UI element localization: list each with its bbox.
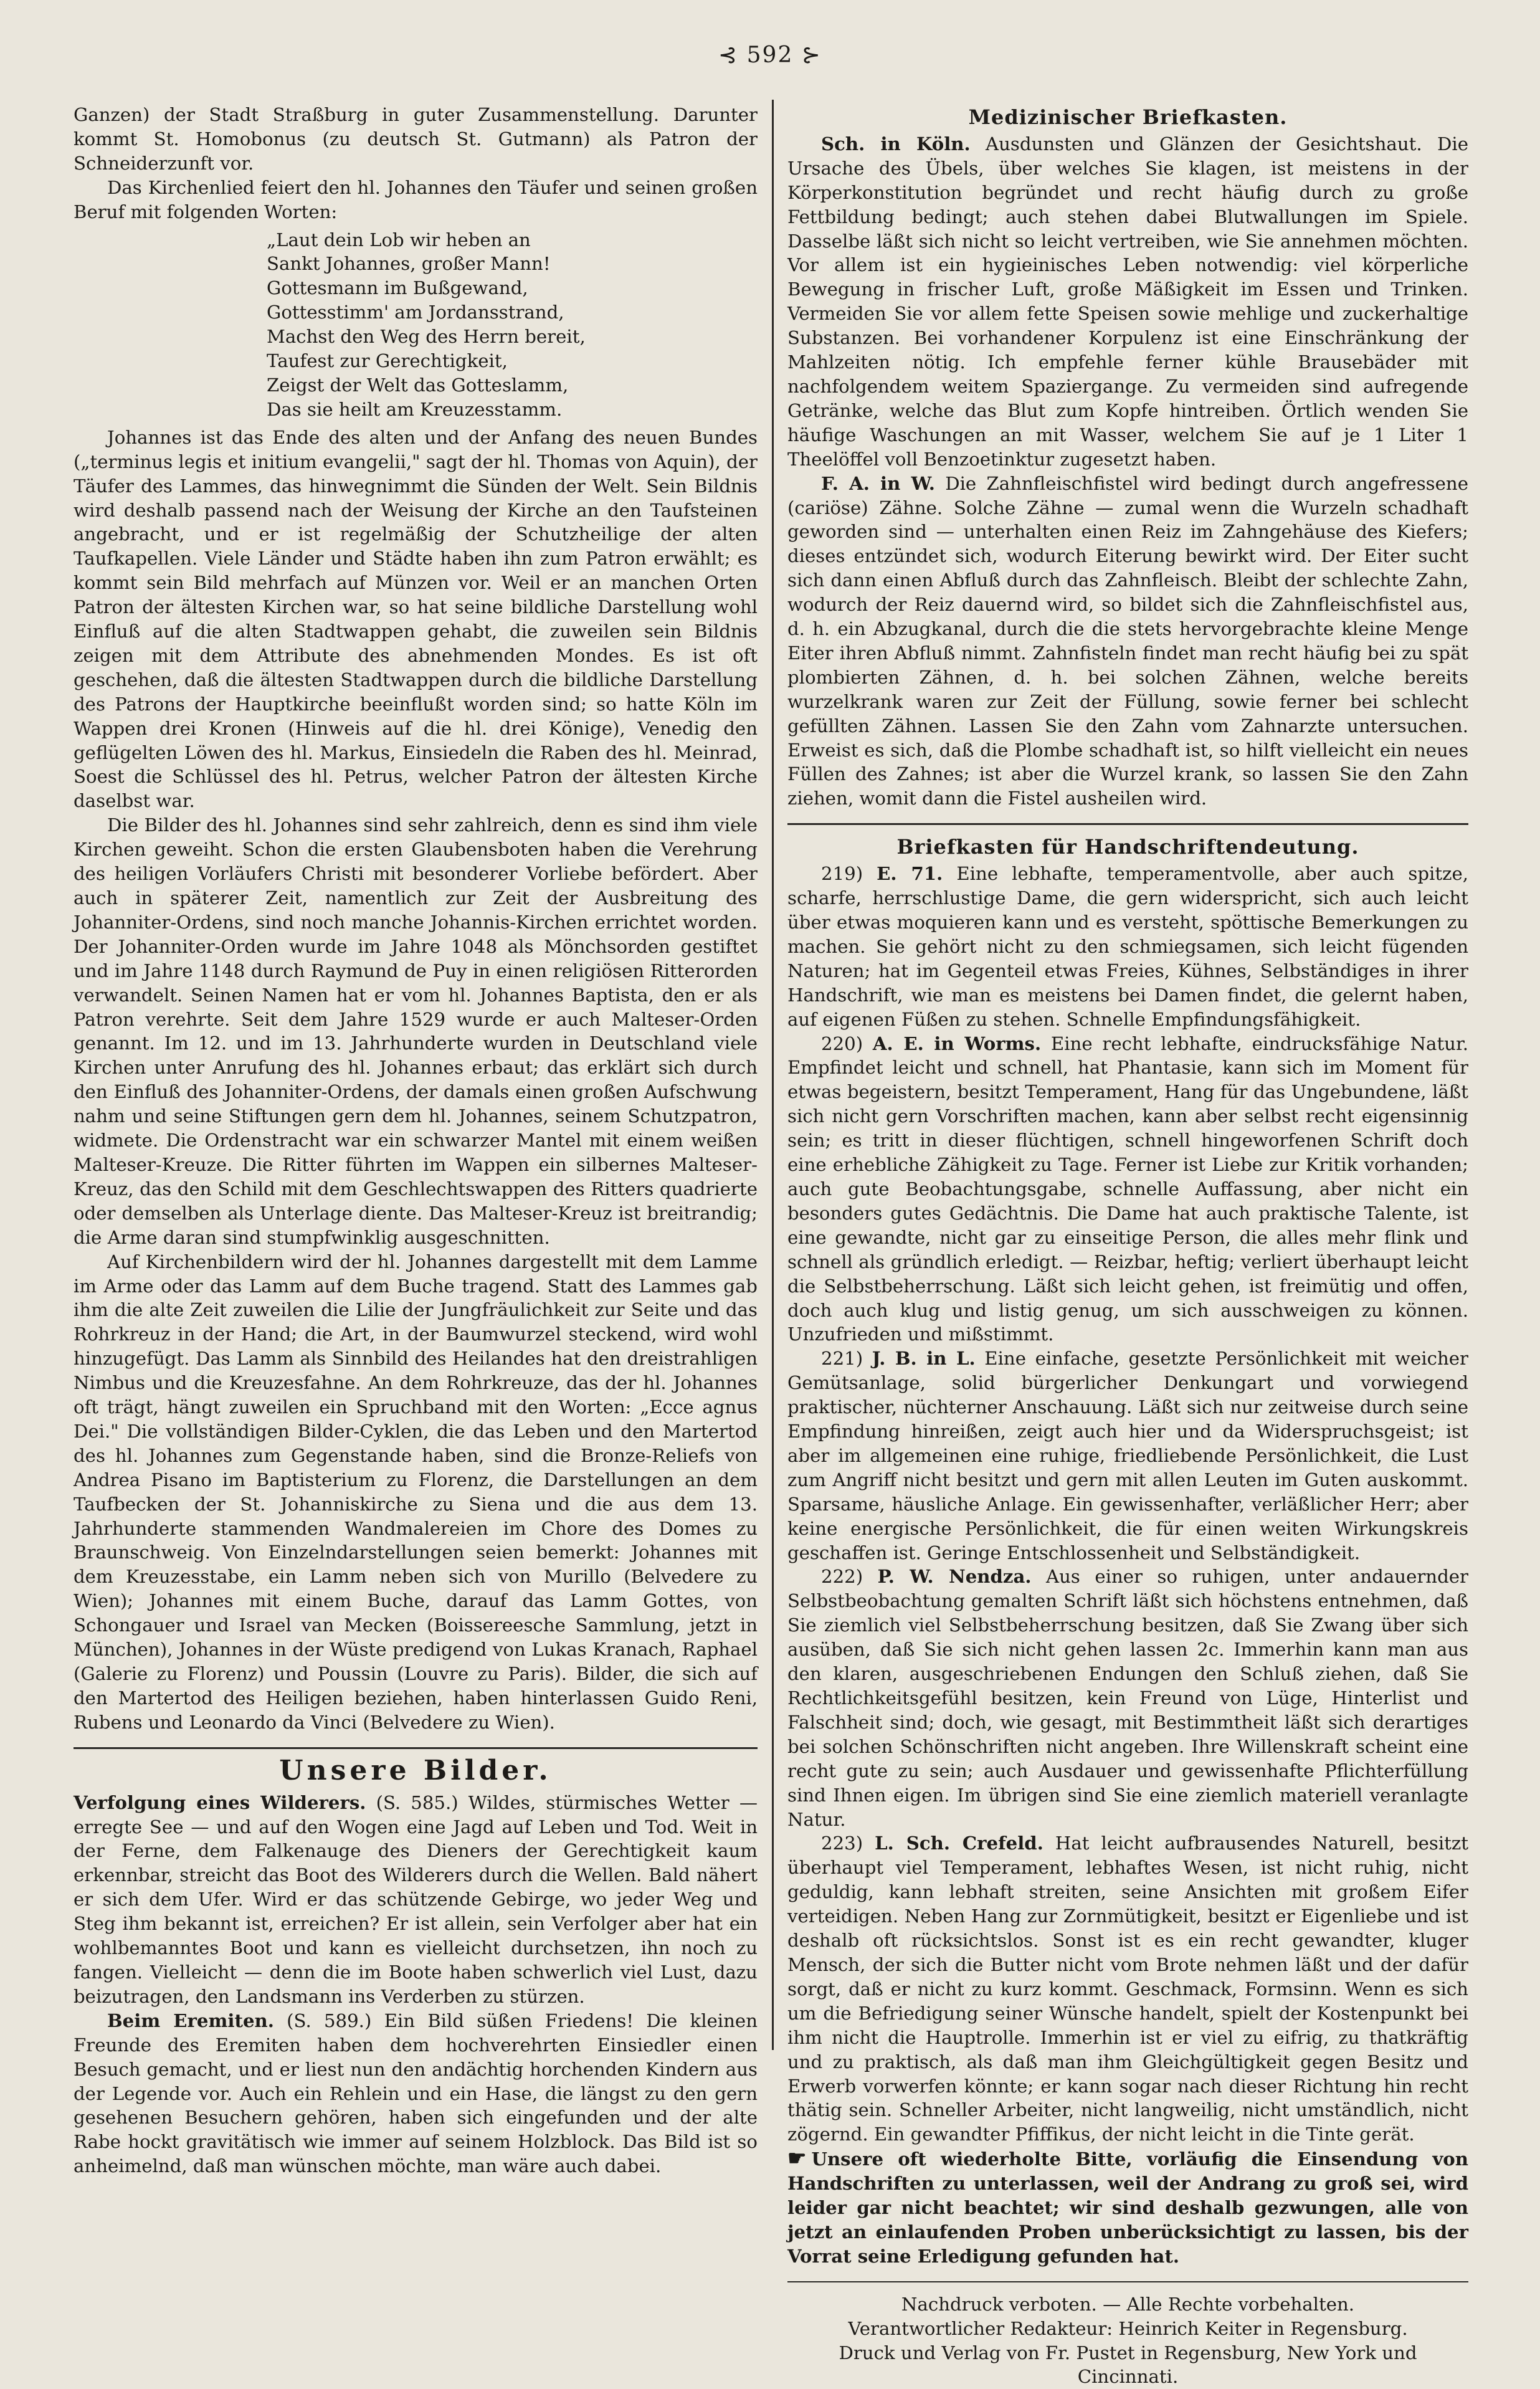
picture-caption xyxy=(74,1791,758,2009)
hymn-verse xyxy=(74,228,758,422)
entry-number: 223) xyxy=(821,1833,863,1854)
addressee: Sch. in Köln. xyxy=(821,133,971,155)
paragraph: Ganzen) der Stadt Straßburg in guter Zusammenstellung. Darunter kommt St. Homobonus (zu deutsch St. Gutmann) als Patron der Schneiderzunft vor. xyxy=(74,104,758,174)
paragraph: Auf Kirchenbildern wird der hl. Johannes dargestellt mit dem Lamme im Arme oder das Lamm auf dem Buche tragend. Statt des Lammes gab ihm die alte Zeit zuweilen die Lilie der Jungfräulichkeit zur Seite und das Rohrkreuz in der Hand; die Art, in der Baumwurzel steckend, wird wohl hinzugefügt. Das Lamm als Sinnbild des Heilandes hat den dreistrahligen Nimbus und die Kreuzesfahne. An dem Rohrkreuze, das der hl. Johannes oft trägt, hängt zuweilen ein Spruchband mit den Worten: „Ecce agnus Dei." Die vollständigen Bilder-Cyklen, die das Leben und den Martertod des hl. Johannes zum Gegenstande haben, sind die Bronze-Reliefs von Andrea Pisano im Baptisterium zu Florenz, die Darstellungen an dem Taufbecken der St. Johanniskirche zu Siena und die aus dem 13. Jahrhunderte stammenden Wandmalereien im Chore des Domes zu Braunschweig. Von Einzelndarstellungen seien bemerkt: Johannes mit dem Kreuzesstabe, ein Lamm neben sich von Murillo (Belvedere zu Wien); Johannes mit einem Buche, darauf das Lamm Gottes, von Schongauer und Israel van Mecken (Boissereesche Sammlung, jetzt in München), Johannes in der Wüste predigend von Lukas Kranach, Raphael (Galerie zu Florenz) und Poussin (Louvre zu Paris). Bilder, die sich auf den Martertod des Heiligen beziehen, haben hinterlassen Guido Reni, Rubens und Leonardo da Vinci (Belvedere zu Wien). xyxy=(74,1251,758,1733)
pointing-hand-icon: ☛ xyxy=(787,2146,807,2172)
column-divider xyxy=(772,100,774,2050)
right-column xyxy=(787,103,1468,2389)
section-title: Unsere Bilder. xyxy=(279,1754,552,1786)
paragraph: Johannes ist das Ende des alten und der Anfang des neuen Bundes („terminus legis et initium evangelii," sagt der hl. Thomas von Aquin), der Täufer des Lammes, das hinwegnimmt die Sünden der Welt. Sein Bildnis wird deshalb passend nach der Weisung der Kirche an den Taufsteinen angebracht, und er ist regelmäßig der Schutzheilige der alten Taufkapellen. Viele Länder und Städte haben ihn zum Patron erwählt; es kommt sein Bild mehrfach auf Münzen vor. Weil er an manchen Orten Patron der ältesten Kirchen war, so hat seine bildliche Darstellung wohl Einfluß auf die alten Stadtwappen gehabt, die zuweilen sein Bildnis zeigen mit dem Attribute des abnehmenden Mondes. Es ist oft geschehen, daß die ältesten Stadtwappen durch die bildliche Darstellung des Patrons der Hauptkirche beeinflußt worden sind; so hatte Köln im Wappen drei Kronen (Hinweis auf die hl. drei Könige), Venedig den geflügelten Löwen des hl. Markus, Einsiedeln die Raben des hl. Meinrad, Soest die Schlüssel des hl. Petrus, welcher Patron der ältesten Kirche daselbst war. xyxy=(74,426,758,812)
answer-text: Ausdunsten und Glänzen der Gesichtshaut. Die Ursache des Übels, über welches Sie klagen, ist meistens in der Körperkonstitution begründet und recht häufig durch zu große Fettbildung bedingt; auch stehen dabei Blutwallungen im Spiele. Dasselbe läßt sich nicht so leicht vertreiben, wie Sie annehmen möchten. Vor allem ist ein hygieinisches Leben notwendig: viel körperliche Bewegung in frischer Luft, große Mäßigkeit im Essen und Trinken. Vermeiden Sie vor allem fette Speisen sowie mehlige und zuckerhaltige Substanzen. Bei vorhandener Korpulenz ist eine Einschränkung der Mahlzeiten nötig. Ich empfehle ferner kühle Brausebäder mit nachfolgendem weitem Spaziergange. Zu vermeiden sind aufregende Getränke, welche das Blut zum Kopfe hintreiben. Örtlich wenden Sie häufige Waschungen an mit Wasser, welchem Sie auf je 1 Liter 1 Theelöffel voll Benzoetinktur zugesetzt haben. xyxy=(787,133,1468,470)
verse-line: Gottesstimm' am Jordansstrand, xyxy=(267,302,564,323)
caption-text: Ein Bild süßen Friedens! Die kleinen Freunde des Eremiten haben dem hochverehrten Einsiedler einen Besuch gemacht, und er liest nun den andächtig horchenden Kindern aus der Legende vor. Auch ein Rehlein und ein Hase, die längst zu den gern gesehenen Besuchern gehören, haben sich eingefunden und der alte Rabe hockt gravitätisch wie immer auf seinem Holzblock. Das Bild ist so anheimelnd, daß man wünschen möchte, man wäre auch dabei. xyxy=(74,2010,758,2177)
medical-answer xyxy=(787,132,1468,472)
imprint xyxy=(787,2292,1468,2389)
caption-title: Verfolgung eines Wilderers. xyxy=(74,1791,366,1813)
paragraph: Das Kirchenlied feiert den hl. Johannes den Täufer und seinen großen Beruf mit folgenden Worten: xyxy=(74,176,758,222)
verse-line: Sankt Johannes, großer Mann! xyxy=(267,253,551,275)
caption-text: Wildes, stürmisches Wetter — erregte See — und auf den Wogen eine Jagd auf Leben und Tod. Weit in der Ferne, dem Falkenauge des Dieners der Gerechtigkeit kaum erkennbar, streicht das Boot des Wilderers durch die Wellen. Bald nähert er sich dem Ufer. Wird er das schützende Gebirge, wo jeder Weg und Steg ihm bekannt ist, erreichen? Er ist allein, sein Verfolger aber hat ein wohlbemanntes Boot und kann es vielleicht durchsetzen, ihn noch zu fangen. Vielleicht — denn die im Boote haben schwerlich viel Lust, dazu beizutragen, den Landsmann ins Verderben zu stürzen. xyxy=(74,1791,758,2007)
answer-text: Die Zahnfleischfistel wird bedingt durch angefressene (cariöse) Zähne. Solche Zähne — zumal wenn die Wurzeln schadhaft geworden sind — unterhalten einen Reiz im Zahngehäuse des Kiefers; dieses entzündet sich, wodurch Eiterung bewirkt wird. Der Eiter sucht sich dann einen Abfluß durch das Zahnfleisch. Bleibt der schlechte Zahn, wodurch der Reiz dauernd wird, so bildet sich die Zahnfleischfistel aus, d. h. ein Abzugkanal, durch die die stets hervorgebrachte kleine Menge Eiter ihren Abfluß nimmt. Zahnfisteln findet man recht häufig bei zu spät plombierten Zähnen, d. h. bei solchen Zähnen, welche bereits wurzelkrank waren zur Zeit der Füllung, sowie ferner bei schlecht gefüllten Zähnen. Lassen Sie den Zahn vom Zahnarzte untersuchen. Erweist es sich, daß die Plombe schadhaft ist, so hilft vielleicht ein neues Füllen des Zahnes; ist aber die Wurzel krank, so lassen Sie den Zahn ziehen, womit dann die Fistel ausheilen wird. xyxy=(787,472,1468,809)
caption-title: Beim Eremiten. xyxy=(107,2010,274,2031)
verse-line: Zeigst der Welt das Gotteslamm, xyxy=(267,374,569,396)
addressee: E. 71. xyxy=(877,863,943,885)
imprint-line: Verantwortlicher Redakteur: Heinrich Keiter in Regensburg. xyxy=(848,2317,1408,2339)
imprint-line: Nachdruck verboten. — Alle Rechte vorbehalten. xyxy=(901,2293,1355,2315)
section-divider xyxy=(74,1747,758,1749)
footer-divider xyxy=(787,2281,1468,2282)
notice-text: Unsere oft wiederholte Bitte, vorläufig die Einsendung von Handschriften zu unterlassen, weil der Andrang zu groß sei, wird leider gar nicht beachtet; wir sind deshalb gezwungen, alle von jetzt an einlaufenden Proben unberücksichtigt zu lassen, bis der Vorrat seine Erledigung gefunden hat. xyxy=(787,2148,1468,2267)
verse-line: Das sie heilt am Kreuzesstamm. xyxy=(267,398,563,420)
answer-text: Aus einer so ruhigen, unter andauernder Selbstbeobachtung gemalten Schrift läßt sich höchstens entnehmen, daß Sie ziemlich viel Selbstbeherrschung besitzen, daß Sie Zwang über sich ausüben, daß Sie sich nicht gehen lassen 2c. Immerhin kann man aus den klaren, ausgeschriebenen Endungen den Schluß ziehen, daß Sie Rechtlichkeitsgefühl besitzen, kein Freund von Lüge, Hinterlist und Falschheit sind; doch, wie gesagt, mit Bestimmtheit läßt sich derartiges bei solchen Schönschriften nicht angeben. Ihre Willenskraft scheint eine recht gute zu sein; auch Ausdauer und gewissenhafte Pflichterfüllung sind Ihnen eigen. Im übrigen sind Sie eine ziemlich materiell veranlagte Natur. xyxy=(787,1566,1468,1830)
answer-text: Hat leicht aufbrausendes Naturell, besitzt überhaupt viel Temperament, lebhaftes Wesen, ist nicht ruhig, nicht geduldig, kann lebhaft streiten, seine Ansichten mit großem Eifer verteidigen. Neben Hang zur Zornmütigkeit, besitzt er Eigenliebe und ist deshalb oft rücksichtslos. Sonst ist es ein recht gewandter, kluger Mensch, der sich die Butter nicht vom Brote nehmen läßt und der dafür sorgt, daß er nicht zu kurz kommt. Geschmack, Formsinn. Wenn es sich um die Befriedigung seiner Wünsche handelt, spielt der Kostenpunkt bei ihm nicht die Hauptrolle. Immerhin ist er viel zu eifrig, zu thatkräftig und zu praktisch, als daß man ihm Gleichgültigkeit gegen Besitz und Erwerb vorwerfen könnte; er kann sogar nach dieser Richtung hin recht thätig sein. Schneller Arbeiter, nicht langweilig, nicht umständlich, nicht zögernd. Ein gewandter Pfiffikus, der nicht leicht in die Tinte gerät. xyxy=(787,1833,1469,2145)
addressee: J. B. in L. xyxy=(872,1348,976,1370)
handwriting-mailbox-title: Briefkasten für Handschriftendeutung. xyxy=(896,835,1359,859)
entry-number: 221) xyxy=(821,1348,863,1370)
paragraph: Die Bilder des hl. Johannes sind sehr zahlreich, denn es sind ihm viele Kirchen geweiht. Schon die ersten Glaubensboten haben die Verehrung des heiligen Vorläufers Christi mit besonderer Vorliebe befördert. Aber auch in späterer Zeit, namentlich zur Zeit der Ausbreitung des Johanniter-Ordens, sind noch manche Johannis-Kirchen errichtet worden. Der Johanniter-Orden wurde im Jahre 1048 als Mönchsorden gestiftet und im Jahre 1148 durch Raymund de Puy in einen religiösen Ritterorden verwandelt. Seinen Namen hat er vom hl. Johannes Baptista, den er als Patron verehrte. Seit dem Jahre 1529 wurde er auch Malteser-Orden genannt. Im 12. und im 13. Jahrhunderte wurden in Deutschland viele Kirchen unter Anrufung des hl. Johannes erbaut; das erklärt sich durch den Einfluß des Johanniter-Ordens, der damals einen großen Aufschwung nahm und seine Stiftungen gern dem hl. Johannes, seinem Schutzpatron, widmete. Die Ordenstracht war ein schwarzer Mantel mit einem weißen Malteser-Kreuze. Die Ritter führten im Wappen ein silbernes Malteser-Kreuz, das den Schild mit dem Geschlechtswappen des Ritters quadrierte oder demselben als Unterlage diente. Das Malteser-Kreuz ist breitrandig; die Arme daran sind stumpfwinklig ausgeschnitten. xyxy=(74,814,758,1248)
verse-line: Gottesmann im Bußgewand, xyxy=(267,277,528,299)
entry-number: 222) xyxy=(821,1566,863,1588)
verse-line: Machst den Weg des Herrn bereit, xyxy=(267,326,586,348)
handwriting-answer xyxy=(787,1347,1468,1565)
imprint-line: Druck und Verlag von Fr. Pustet in Regensburg, New York und Cincinnati. xyxy=(839,2342,1417,2388)
caption-ref: (S. 585.) xyxy=(376,1791,459,1813)
handwriting-answer xyxy=(787,1032,1468,1347)
caption-ref: (S. 589.) xyxy=(287,2010,372,2031)
page-number: ⊰ 592 ⊱ xyxy=(718,42,822,68)
editorial-notice xyxy=(787,2147,1468,2269)
answer-text: Eine recht lebhafte, eindrucksfähige Natur. Empfindet leicht und schnell, hat Phantasie, kann sich im Moment für etwas begeistern, besitzt Temperament, Hang für das Ungebundene, läßt sich nicht gern Vorschriften machen, kann aber selbst recht eigensinnig sein; es tritt in dieser flüchtigen, schnell hingeworfenen Schrift doch eine erhebliche Zähigkeit zu Tage. Ferner ist Liebe zur Kritik vorhanden; auch gute Beobachtungsgabe, schnelle Auffassung, aber nicht ein besonders gutes Gedächtnis. Die Dame hat auch praktische Talente, ist eine gewandte, nicht gar zu einseitige Person, die alles mehr flink und schnell als gründlich erledigt. — Reizbar, heftig; verliert überhaupt leicht die Selbstbeherrschung. Läßt sich leicht gehen, ist freimütig und offen, doch auch klug und listig genug, um sich ausschweigen zu können. Unzufrieden und mißstimmt. xyxy=(787,1032,1469,1345)
handwriting-answer xyxy=(787,1565,1468,1831)
entry-number: 220) xyxy=(821,1032,863,1054)
handwriting-answer xyxy=(787,862,1468,1031)
entry-number: 219) xyxy=(821,863,863,885)
answer-text: Eine einfache, gesetzte Persönlichkeit mit weicher Gemütsanlage, solid bürgerlicher Denkungart und vorwiegend praktischer, nüchterner Anschauung. Läßt sich nur zeitweise durch seine Empfindung hinreißen, zeigt auch hier und da Widerspruchsgeist; ist aber im allgemeinen eine ruhige, friedliebende Persönlichkeit, die Lust zum Angriff nicht besitzt und gern mit allen Leuten im Guten auskommt. Sparsame, häusliche Anlage. Ein gewissenhafter, verläßlicher Herr; aber keine energische Persönlichkeit, die für einen weiten Wirkungskreis geschaffen ist. Geringe Entschlossenheit und Selbständigkeit. xyxy=(787,1348,1469,1563)
addressee: F. A. in W. xyxy=(821,472,935,494)
answer-text: Eine lebhafte, temperamentvolle, aber auch spitze, scharfe, herrschlustige Dame, die gern widerspricht, sich auch leicht über etwas moquieren kann und es versteht, spöttische Bemerkungen zu machen. Sie gehört nicht zu den schmiegsamen, sich leicht fügenden Naturen; hat im Gegenteil etwas Freies, Kühnes, Selbständiges in ihrer Handschrift, wie man es meistens bei Damen findet, die gelernt haben, auf eigenen Füßen zu stehen. Schnelle Empfindungsfähigkeit. xyxy=(787,863,1468,1030)
left-column xyxy=(74,103,758,2178)
picture-caption xyxy=(74,2009,758,2178)
handwriting-answer xyxy=(787,1831,1468,2147)
addressee: P. W. Nendza. xyxy=(877,1566,1032,1588)
verse-line: Taufest zur Gerechtigkeit, xyxy=(267,350,508,372)
addressee: A. E. in Worms. xyxy=(872,1032,1042,1054)
section-divider xyxy=(787,823,1468,825)
medical-answer xyxy=(787,472,1468,811)
medical-mailbox-title: Medizinischer Briefkasten. xyxy=(968,105,1288,129)
verse-line: „Laut dein Lob wir heben an xyxy=(267,229,531,250)
addressee: L. Sch. Crefeld. xyxy=(875,1833,1043,1854)
